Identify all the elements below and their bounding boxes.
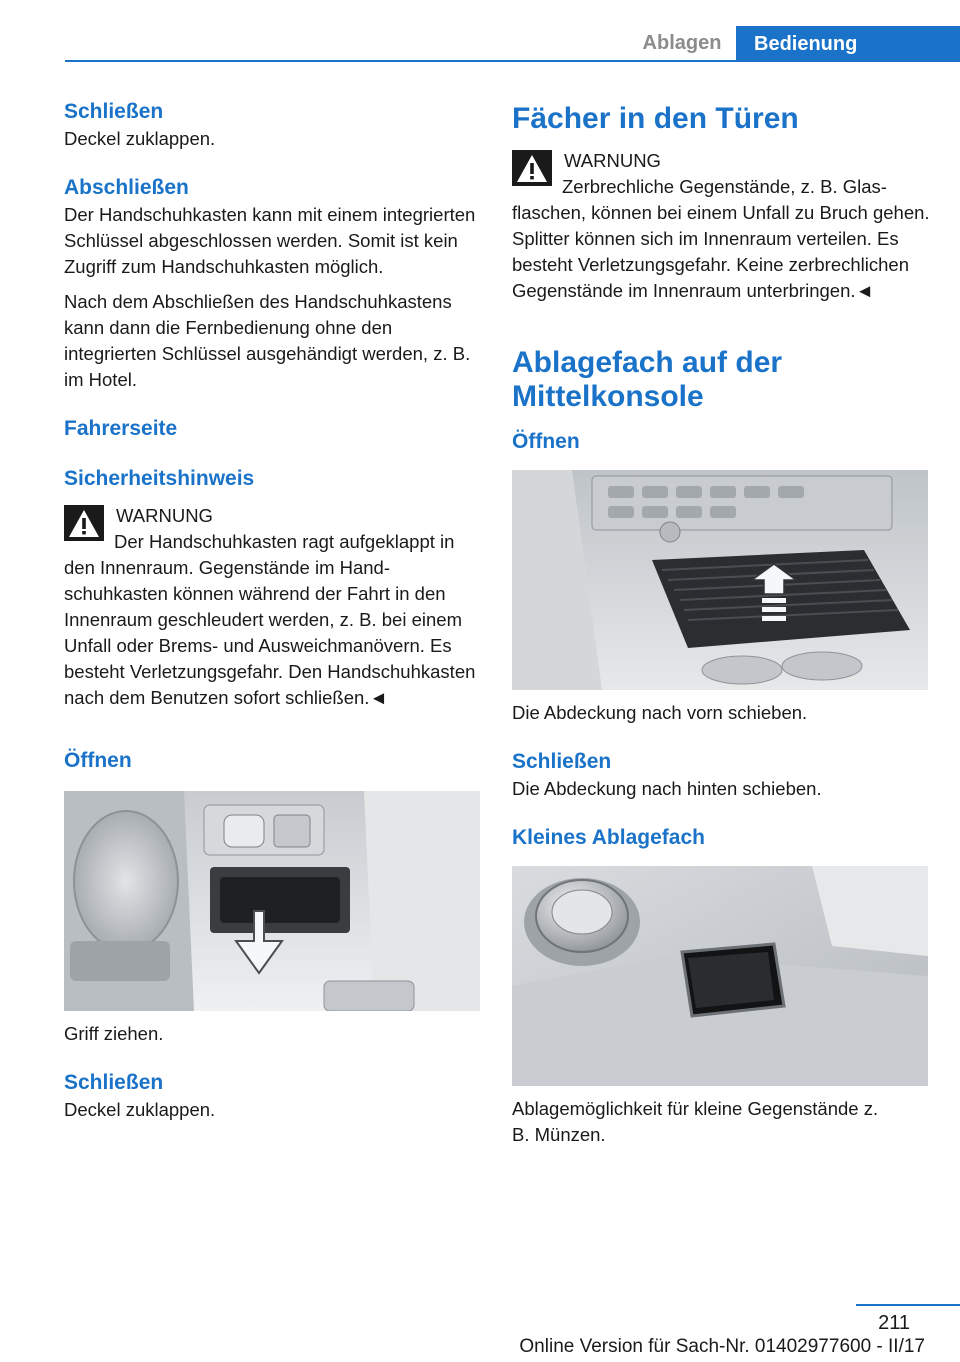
- caption-abdeckung-vorn: Die Abdeckung nach vorn schieben.: [512, 702, 808, 723]
- heading-schliessen: Schließen: [64, 100, 164, 123]
- heading-ablagefach-mittelkonsole: Ablagefach auf der Mittelkonsole: [512, 346, 783, 413]
- header-tab-ablagen[interactable]: Ablagen: [642, 32, 722, 54]
- warning-label: WARNUNG: [564, 150, 661, 171]
- text-abschliessen-2: Nach dem Abschließen des Handschuhkastens kann dann die Fernbedienung ohne den integrierten Schlüssel ausgehändigt werden, z. B. im Hotel.: [64, 291, 471, 390]
- warning-text: Der Handschuhkasten ragt aufgeklappt in den Innenraum. Gegenstände im Handschuhkasten können während der Fahrt in den Innenraum geschleudert werden, z. B. bei einem Unfall oder Brems- und Ausweichmanövern. Es besteht Verletzungsgefahr. Den Handschuhkasten nach dem Benutzen sofort schließen.◄: [64, 531, 476, 708]
- caption-griff-ziehen: Griff ziehen.: [64, 1023, 164, 1044]
- warning-triangle-icon: [512, 150, 552, 186]
- heading-oeffnen: Öffnen: [64, 749, 132, 772]
- heading-faecher-tueren: Fächer in den Türen: [512, 102, 799, 135]
- heading-sicherheitshinweis: Sicherheitshinweis: [64, 467, 255, 490]
- text-deckel-zuklappen-2: Deckel zuklappen.: [64, 1099, 216, 1120]
- warning-label: WARNUNG: [116, 505, 213, 526]
- text-deckel-zuklappen: Deckel zuklappen.: [64, 128, 216, 149]
- heading-fahrerseite: Fahrerseite: [64, 417, 178, 440]
- text-abdeckung-hinten: Die Abdeckung nach hinten schieben.: [512, 778, 822, 799]
- heading-oeffnen-console: Öffnen: [512, 430, 580, 453]
- figure-glovebox-handle: [64, 791, 482, 1011]
- warning-triangle-icon: [64, 505, 104, 541]
- heading-abschliessen: Abschließen: [64, 176, 189, 199]
- warning-block-doors: [512, 148, 932, 304]
- heading-schliessen-console: Schließen: [512, 750, 612, 773]
- header-tab-bedienung[interactable]: Bedienung: [736, 26, 960, 62]
- page-number: 211: [878, 1312, 910, 1334]
- footer-rule: [856, 1304, 960, 1306]
- warning-text: Zerbrechliche Gegenstände, z. B. Glasflaschen, können bei einem Unfall zu Bruch gehen. Splitter können sich im Innenraum verteilen. Es besteht Verletzungsgefahr. Keine zerbrechlichen Gegenstände im Innenraum unterbringen.◄: [512, 176, 930, 301]
- heading-kleines-ablagefach: Kleines Ablagefach: [512, 826, 705, 849]
- text-abschliessen-1: Der Handschuhkasten kann mit einem integrierten Schlüssel abgeschlossen werden. Somit ist kein Zugriff zum Handschuhkasten möglich.: [64, 204, 476, 277]
- figure-small-tray: [512, 866, 932, 1086]
- left-column: [64, 98, 482, 1123]
- header-rule: [65, 60, 960, 62]
- right-column: [512, 102, 932, 1148]
- warning-block-glovebox: [64, 503, 482, 711]
- online-version-note: Online Version für Sach-Nr. 01402977600 - II/17: [519, 1336, 925, 1357]
- figure-console-cover: [512, 470, 932, 690]
- heading-schliessen-2: Schließen: [64, 1071, 164, 1094]
- caption-kleine-gegenstaende: Ablagemöglichkeit für kleine Gegenstände z. B. Münzen.: [512, 1098, 879, 1145]
